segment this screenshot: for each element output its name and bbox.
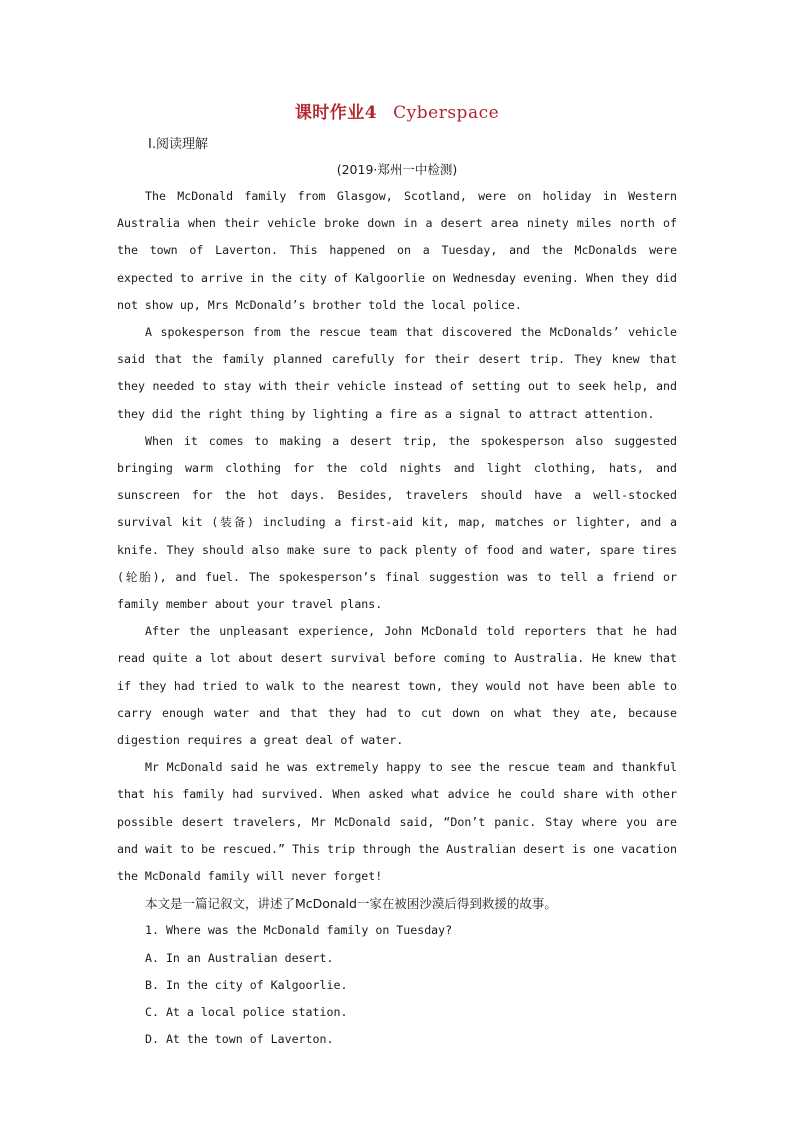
paragraph-2: A spokesperson from the rescue team that discovered the McDonalds’ vehicle said that the family planned carefully for their desert trip. They knew that they needed to stay with their vehicle instead of setting out to seek help, and they did the right thing by lighting a fire as a signal to attract attention.	[117, 325, 677, 421]
option-d: D. At the town of Laverton.	[145, 1032, 334, 1047]
section-heading: Ⅰ.阅读理解	[148, 137, 208, 152]
option-a: A. In an Australian desert.	[145, 950, 334, 965]
question-stem: 1. Where was the McDonald family on Tuesday?	[145, 923, 453, 938]
passage-body	[117, 183, 677, 1054]
paragraph-5: Mr McDonald said he was extremely happy to see the rescue team and thankful that his family had survived. When asked what advice he could share with other possible desert travelers, Mr McDonald said, “Don’t panic. Stay where you are and wait to be rescued.” This trip through the Australian desert is one vacation the McDonald family will never forget!	[117, 760, 677, 884]
source-note: (2019·郑州一中检测)	[336, 162, 458, 177]
paragraph-4: After the unpleasant experience, John McDonald told reporters that he had read quite a lot about desert survival before coming to Australia. He knew that if they had tried to walk to the nearest town, they would not have been able to carry enough water and that they had to cut down on what they ate, because digestion requires a great deal of water.	[117, 624, 677, 748]
title-english: Cyberspace	[393, 103, 500, 123]
option-c: C. At a local police station.	[145, 1005, 348, 1020]
paragraph-1: The McDonald family from Glasgow, Scotland, were on holiday in Western Australia when their vehicle broke down in a desert area ninety miles north of the town of Laverton. This happened on a Tuesday, and the McDonalds were expected to arrive in the city of Kalgoorlie on Wednesday evening. When they did not show up, Mrs McDonald’s brother told the local police.	[117, 189, 677, 312]
page-title	[0, 98, 794, 123]
paragraph-3: When it comes to making a desert trip, the spokesperson also suggested bringing warm clothing for the cold nights and light clothing, hats, and sunscreen for the hot days. Besides, travelers should have a well-stocked survival kit (装备) including a first-aid kit, map, matches or lighter, and a knife. They should also make sure to pack plenty of food and water, spare tires (轮胎), and fuel. The spokesperson’s final suggestion was to tell a friend or family member about your travel plans.	[117, 433, 677, 612]
passage-summary: 本文是一篇记叙文，讲述了McDonald一家在被困沙漠后得到救援的故事。	[145, 896, 557, 912]
title-chinese: 课时作业4	[294, 103, 378, 123]
option-b: B. In the city of Kalgoorlie.	[145, 977, 348, 992]
